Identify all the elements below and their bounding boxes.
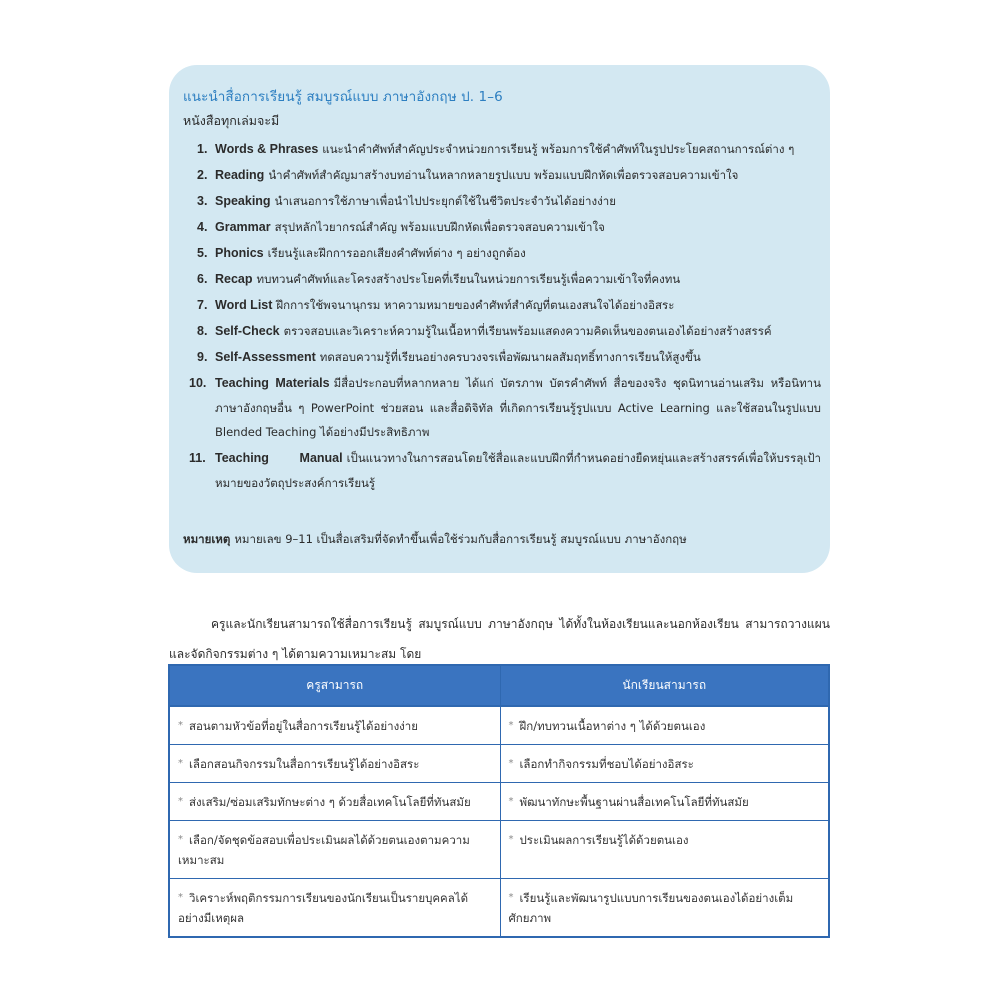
feature-description: นำคำศัพท์สำคัญมาสร้างบทอ่านในหลากหลายรูปแบบ พร้อมแบบฝึกหัดเพื่อตรวจสอบความเข้าใจ <box>268 168 739 182</box>
feature-item <box>183 189 821 214</box>
feature-name: Teaching Manual <box>215 451 343 465</box>
feature-description: เป็นแนวทางในการสอนโดยใช้สื่อและแบบฝึกที่กำหนดอย่างยืดหยุ่นและสร้างสรรค์เพื่อให้บรรลุเป้าหมายของวัตถุประสงค์การเรียนรู้ <box>215 451 821 490</box>
feature-description: มีสื่อประกอบที่หลากหลาย ได้แก่ บัตรภาพ บัตรคำศัพท์ สื่อของจริง ชุดนิทานอ่านเสริม หรือนิทานภาษาอังกฤษอื่น ๆ PowerPoint ช่วยสอน และสื่อดิจิทัล ที่เกิดการเรียนรู้รูปแบบ Active Learning และใช้สอนในรูปแบบ Blended Teaching ได้อย่างมีประสิทธิภาพ <box>215 376 822 439</box>
feature-number: 4. <box>197 220 208 234</box>
cell-text: เลือกสอนกิจกรรมในสื่อการเรียนรู้ได้อย่างอิสระ <box>189 757 420 771</box>
table-row <box>169 879 829 938</box>
header-teacher: ครูสามารถ <box>169 665 500 706</box>
student-cell <box>500 783 829 821</box>
feature-number: 7. <box>197 298 208 312</box>
asterisk-bullet-icon: * <box>508 720 514 731</box>
feature-item <box>183 371 821 445</box>
note-text: หมายเลข 9–11 เป็นสื่อเสริมที่จัดทำขึ้นเพื่อใช้ร่วมกับสื่อการเรียนรู้ สมบูรณ์แบบ ภาษาอังกฤษ <box>234 532 687 546</box>
asterisk-bullet-icon: * <box>508 758 514 769</box>
feature-name: Words & Phrases <box>215 142 319 156</box>
asterisk-bullet-icon: * <box>178 834 183 845</box>
cell-text: เลือกทำกิจกรรมที่ชอบได้อย่างอิสระ <box>519 757 694 771</box>
feature-name: Word List <box>215 298 273 312</box>
feature-item <box>183 319 821 344</box>
feature-item <box>183 137 821 162</box>
teacher-cell <box>169 783 500 821</box>
feature-number: 1. <box>197 142 208 156</box>
cell-text: เลือก/จัดชุดข้อสอบเพื่อประเมินผลได้ด้วยตนเองตามความเหมาะสม <box>178 833 470 867</box>
box-intro: หนังสือทุกเล่มจะมี <box>183 113 280 128</box>
feature-description: แนะนำคำศัพท์สำคัญประจำหน่วยการเรียนรู้ พร้อมการใช้คำศัพท์ในรูปประโยคสถานการณ์ต่าง ๆ <box>322 142 795 156</box>
cell-text: พัฒนาทักษะพื้นฐานผ่านสื่อเทคโนโลยีที่ทันสมัย <box>519 795 749 809</box>
asterisk-bullet-icon: * <box>178 758 183 769</box>
feature-name: Reading <box>215 168 265 182</box>
feature-item <box>183 293 821 318</box>
teacher-cell <box>169 821 500 879</box>
cell-text: สอนตามหัวข้อที่อยู่ในสื่อการเรียนรู้ได้อย่างง่าย <box>189 719 418 733</box>
feature-number: 5. <box>197 246 208 260</box>
feature-item <box>183 215 821 240</box>
media-intro-box <box>169 65 830 573</box>
feature-name: Speaking <box>215 194 271 208</box>
feature-number: 11. <box>189 451 206 465</box>
student-cell <box>500 821 829 879</box>
box-title: แนะนำสื่อการเรียนรู้ สมบูรณ์แบบ ภาษาอังกฤษ ป. 1–6 <box>183 89 503 105</box>
teacher-cell <box>169 706 500 745</box>
teacher-cell <box>169 745 500 783</box>
asterisk-bullet-icon: * <box>508 834 514 845</box>
cell-text: วิเคราะห์พฤติกรรมการเรียนของนักเรียนเป็นรายบุคคลได้อย่างมีเหตุผล <box>178 891 469 925</box>
feature-item <box>183 446 821 495</box>
feature-number: 8. <box>197 324 208 338</box>
feature-name: Recap <box>215 272 253 286</box>
feature-item <box>183 267 821 292</box>
feature-description: เรียนรู้และฝึกการออกเสียงคำศัพท์ต่าง ๆ อย่างถูกต้อง <box>267 246 526 260</box>
asterisk-bullet-icon: * <box>178 720 183 731</box>
teacher-cell <box>169 879 500 938</box>
feature-number: 2. <box>197 168 208 182</box>
table-row <box>169 821 829 879</box>
cell-text: ส่งเสริม/ซ่อมเสริมทักษะต่าง ๆ ด้วยสื่อเทคโนโลยีที่ทันสมัย <box>189 795 471 809</box>
table-header-row <box>169 665 829 706</box>
asterisk-bullet-icon: * <box>178 796 183 807</box>
asterisk-bullet-icon: * <box>508 796 514 807</box>
feature-number: 6. <box>197 272 208 286</box>
student-cell <box>500 745 829 783</box>
feature-description: ตรวจสอบและวิเคราะห์ความรู้ในเนื้อหาที่เรียนพร้อมแสดงความคิดเห็นของตนเองได้อย่างสร้างสรรค์ <box>283 324 772 338</box>
feature-description: ทดสอบความรู้ที่เรียนอย่างครบวงจรเพื่อพัฒนาผลสัมฤทธิ์ทางการเรียนให้สูงขึ้น <box>319 350 701 364</box>
note-label: หมายเหตุ <box>183 532 231 546</box>
asterisk-bullet-icon: * <box>508 892 514 903</box>
feature-number: 9. <box>197 350 208 364</box>
feature-item <box>183 163 821 188</box>
student-cell <box>500 879 829 938</box>
feature-description: สรุปหลักไวยากรณ์สำคัญ พร้อมแบบฝึกหัดเพื่อตรวจสอบความเข้าใจ <box>274 220 605 234</box>
header-student: นักเรียนสามารถ <box>500 665 829 706</box>
table-row <box>169 745 829 783</box>
feature-description: ฝึกการใช้พจนานุกรม หาความหมายของคำศัพท์สำคัญที่ตนเองสนใจได้อย่างอิสระ <box>276 298 675 312</box>
feature-name: Self-Check <box>215 324 280 338</box>
student-cell <box>500 706 829 745</box>
feature-list <box>183 137 821 497</box>
body-paragraph: ครูและนักเรียนสามารถใช้สื่อการเรียนรู้ สมบูรณ์แบบ ภาษาอังกฤษ ได้ทั้งในห้องเรียนและนอกห้องเรียน สามารถวางแผนและจัดกิจกรรมต่าง ๆ ได้ตามความเหมาะสม โดย <box>169 617 830 661</box>
feature-number: 10. <box>189 376 207 390</box>
asterisk-bullet-icon: * <box>178 892 183 903</box>
feature-number: 3. <box>197 194 208 208</box>
feature-name: Self-Assessment <box>215 350 316 364</box>
cell-text: ฝึก/ทบทวนเนื้อหาต่าง ๆ ได้ด้วยตนเอง <box>519 719 706 733</box>
feature-name: Phonics <box>215 246 264 260</box>
cell-text: เรียนรู้และพัฒนารูปแบบการเรียนของตนเองได้อย่างเต็มศักยภาพ <box>508 891 794 925</box>
feature-description: นำเสนอการใช้ภาษาเพื่อนำไปประยุกต์ใช้ในชีวิตประจำวันได้อย่างง่าย <box>274 194 616 208</box>
feature-description: ทบทวนคำศัพท์และโครงสร้างประโยคที่เรียนในหน่วยการเรียนรู้เพื่อความเข้าใจที่คงทน <box>256 272 681 286</box>
box-note <box>183 531 687 549</box>
table-row <box>169 783 829 821</box>
cell-text: ประเมินผลการเรียนรู้ได้ด้วยตนเอง <box>519 833 689 847</box>
feature-item <box>183 345 821 370</box>
table-row <box>169 706 829 745</box>
teacher-student-table <box>168 664 830 938</box>
feature-name: Teaching Materials <box>215 376 330 390</box>
feature-name: Grammar <box>215 220 271 234</box>
feature-item <box>183 241 821 266</box>
